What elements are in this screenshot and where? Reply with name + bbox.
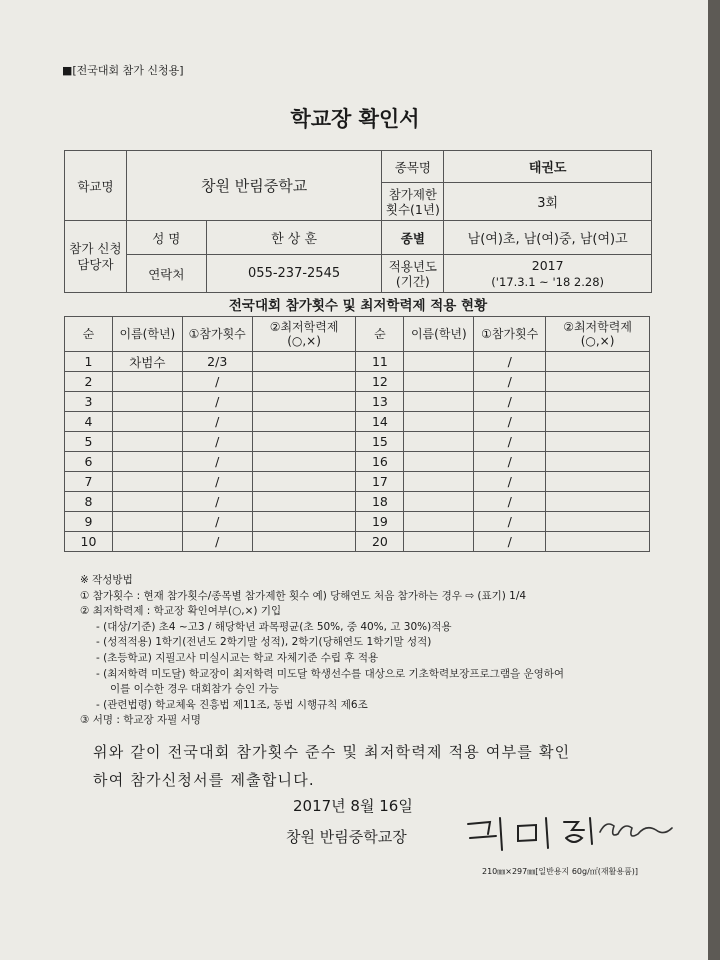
row-number: 4 [65,412,113,432]
row-check [546,472,650,492]
contact-label: 연락처 [126,255,206,293]
row-check [252,492,356,512]
row-count: / [474,352,546,372]
category-label: 종별 [382,221,444,255]
row-name [112,432,182,452]
status-title: 전국대회 참가횟수 및 최저학력제 적용 현황 [228,298,488,314]
row-check [546,392,650,412]
row-number: 18 [356,492,404,512]
row-number: 3 [65,392,113,412]
row-number: 2 [65,372,113,392]
table-row [65,432,650,452]
header-name: 이름(학년) [404,317,474,352]
row-number: 11 [356,352,404,372]
row-count: / [182,452,252,472]
submission-date: 2017년 8월 16일 [293,797,413,815]
row-count: / [182,372,252,392]
note-heading: ※ 작성방법 [80,574,133,586]
header-check: ②최저학력제 (○,×) [546,317,650,352]
row-number: 20 [356,532,404,552]
row-count: / [474,452,546,472]
row-name [112,512,182,532]
row-count: / [182,392,252,412]
row-check [252,432,356,452]
row-number: 8 [65,492,113,512]
handwritten-signature [460,810,680,860]
header-no: 순 [65,317,113,352]
row-number: 9 [65,512,113,532]
row-count: / [182,412,252,432]
row-number: 7 [65,472,113,492]
note-sub-item: - (초등학교) 지필고사 미실시교는 학교 자체기준 수립 후 적용 [96,651,379,664]
row-count: / [182,532,252,552]
manager-label: 참가 신청 담당자 [65,221,127,293]
row-number: 1 [65,352,113,372]
table-row [65,472,650,492]
note-sub-item: - (대상/기준) 초4 ~고3 / 해당학년 과목평균(초 50%, 중 40%, 고 30%)적용 [96,620,452,633]
row-check [252,512,356,532]
note-sub-item: - (관련법령) 학교체육 진흥법 제11조, 동법 시행규칙 제6조 [96,698,368,711]
header-count: ①참가횟수 [182,317,252,352]
row-check [546,432,650,452]
row-check [546,352,650,372]
row-number: 6 [65,452,113,472]
note-item: ② 최저학력제 : 학교장 확인여부(○,×) 기입 [80,605,282,618]
row-check [546,372,650,392]
row-number: 12 [356,372,404,392]
row-name [404,352,474,372]
row-number: 14 [356,412,404,432]
row-name [112,372,182,392]
row-check [252,472,356,492]
row-check [546,532,650,552]
name-value: 한 상 훈 [206,221,382,255]
header-count: ①참가횟수 [474,317,546,352]
row-check [252,372,356,392]
paper-spec-footnote: 210㎜×297㎜[일반용지 60g/㎡(재활용품)] [482,867,639,876]
row-count: / [474,392,546,412]
form-tag: ■[전국대회 참가 신청용] [62,64,184,77]
info-table [64,150,652,293]
table-row [65,392,650,412]
row-count: / [474,512,546,532]
row-name [404,512,474,532]
instructions [80,573,680,729]
declaration [93,738,570,794]
declaration-line: 하여 참가신청서를 제출합니다. [93,771,315,789]
row-check [252,412,356,432]
limit-label: 참가제한 횟수(1년) [382,183,444,221]
row-name [404,432,474,452]
background-edge [708,0,720,960]
year-value: 2017 [531,257,564,273]
table-row [65,512,650,532]
row-count: / [182,512,252,532]
row-count: / [474,532,546,552]
row-count: / [182,432,252,452]
row-count: 2/3 [182,352,252,372]
row-check [546,492,650,512]
row-check [252,532,356,552]
event-label: 종목명 [382,151,444,183]
row-name [112,392,182,412]
row-count: / [182,472,252,492]
row-count: / [474,372,546,392]
row-count: / [474,432,546,452]
row-check [252,452,356,472]
period-value: ('17.3.1 ~ '18 2.28) [491,274,605,289]
row-name [112,412,182,432]
school-label: 학교명 [65,151,127,221]
row-name [112,492,182,512]
table-row [65,492,650,512]
row-check [546,512,650,532]
year-label: 적용년도 (기간) [382,255,444,293]
row-number: 19 [356,512,404,532]
note-sub-item: - (최저학력 미도달) 학교장이 최저학력 미도달 학생선수를 대상으로 기초학력보장프로그램을 운영하여 [96,667,565,680]
row-count: / [474,412,546,432]
row-check [252,392,356,412]
row-name: 차범수 [112,352,182,372]
table-row [65,532,650,552]
event-value: 태권도 [444,151,652,183]
row-count: / [182,492,252,512]
row-name [112,532,182,552]
row-name [404,532,474,552]
row-number: 15 [356,432,404,452]
note-sub-item: - (성적적용) 1학기(전년도 2학기말 성적), 2학기(당해연도 1학기말 성적) [96,636,432,649]
table-row [65,412,650,432]
row-count: / [474,492,546,512]
row-number: 17 [356,472,404,492]
note-item: ① 참가횟수 : 현재 참가횟수/종목별 참가제한 횟수 예) 당해연도 처음 참가하는 경우 ⇨ (표기) 1/4 [80,589,527,602]
row-number: 5 [65,432,113,452]
row-check [546,452,650,472]
participation-table [64,316,650,552]
row-check [546,412,650,432]
table-row [65,372,650,392]
row-name [404,392,474,412]
row-name [404,372,474,392]
table-row [65,352,650,372]
row-name [404,492,474,512]
row-name [404,412,474,432]
limit-value: 3회 [444,183,652,221]
note-item: ③ 서명 : 학교장 자필 서명 [80,714,201,727]
row-check [252,352,356,372]
note-sub-item: 이를 이수한 경우 대회참가 승인 가능 [110,683,279,696]
name-label: 성 명 [126,221,206,255]
row-number: 13 [356,392,404,412]
header-no: 순 [356,317,404,352]
row-name [404,452,474,472]
row-number: 10 [65,532,113,552]
year-cell [444,255,652,293]
row-name [112,472,182,492]
school-name: 창원 반림중학교 [126,151,382,221]
row-number: 16 [356,452,404,472]
table-row [65,452,650,472]
principal-label: 창원 반림중학교장 [286,828,407,846]
row-name [112,452,182,472]
row-count: / [474,472,546,492]
document-title: 학교장 확인서 [290,107,420,131]
category-value: 남(여)초, 남(여)중, 남(여)고 [444,221,652,255]
declaration-line: 위와 같이 전국대회 참가횟수 준수 및 최저학력제 적용 여부를 확인 [93,743,571,761]
header-check: ②최저학력제 (○,×) [252,317,356,352]
contact-value: 055-237-2545 [206,255,382,293]
row-name [404,472,474,492]
header-name: 이름(학년) [112,317,182,352]
